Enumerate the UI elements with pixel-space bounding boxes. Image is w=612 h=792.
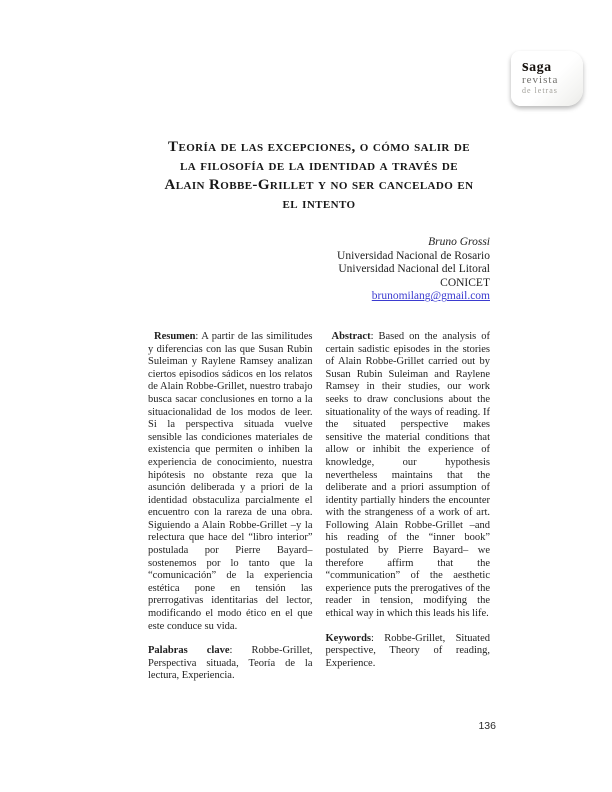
keywords-text: : Robbe-Grillet, Situated perspective, Theory of reading, Experience. [325, 632, 490, 669]
paper-title-line: Alain Robbe-Grillet y no ser cancelado en [164, 177, 474, 193]
journal-logo-subtitle: revista [522, 74, 559, 86]
content-area [148, 0, 490, 683]
author-affiliation-3: CONICET [440, 276, 490, 289]
paper-title-line: Teoría de las excepciones, o cómo salir de [168, 139, 470, 155]
journal-logo [511, 51, 583, 106]
abstract-text: : Based on the analysis of certain sadistic episodes in the stories of Alain Robbe-Grillet carried out by Susan Rubin Suleiman and Raylene Ramsey in their studies, our work seeks to draw conclusions about the situationality of the ways of reading. If the situated perspective makes sensitive the material conditions that allow or inhibit the experience of knowledge, our hypothesis nevertheless maintains that the deliberate and a priori assumption of identity partially hinders the encounter with the strangeness of a work of art. Following Alain Robbe-Grillet –and his reading of the “inner book” postulated by Pierre Bayard– we therefore affirm that the “communication” of the aesthetic experience puts the prerogatives of the reader in tension, modifying the ethical way in which this leads his life. [325, 330, 490, 620]
palabras-clave-paragraph [148, 645, 313, 683]
author-block [148, 236, 490, 304]
author-affiliation-1: Universidad Nacional de Rosario [337, 249, 490, 262]
author-email-link[interactable]: brunomilang@gmail.com [371, 290, 490, 303]
abstract-column [326, 331, 491, 683]
abstract-label: Abstract [331, 330, 371, 342]
resumen-text: : A partir de las similitudes y diferencias con las que Susan Rubin Suleiman y Raylene Ramsey analizan ciertos episodios sádicos en los relatos de Alain Robbe-Grillet, nuestro trabajo busca sacar conclusiones en torno a la situacionalidad de los modos de leer. Si la perspectiva situada vuelve sensible las condiciones materiales de existencia que permiten o inhiben la experiencia de conocimiento, nuestra hipótesis no obstante reza que la asunción deliberada y a priori de la identidad obstaculiza parcialmente el encuentro con la rareza de una obra. Siguiendo a Alain Robbe-Grillet –y la relectura que hace del “libro interior” postulada por Pierre Bayard– sostenemos por lo tanto que la “comunicación” de la experiencia estética pone en tensión las prerrogativas identitarias del lector, modificando el modo ético en el que este conduce su vida. [148, 330, 313, 632]
paper-title-line: el intento [282, 196, 356, 212]
author-affiliation-2: Universidad Nacional del Litoral [338, 263, 490, 276]
journal-logo-tagline: de letras [522, 86, 558, 95]
author-name: Bruno Grossi [428, 236, 490, 248]
paper-title [128, 138, 510, 214]
journal-logo-name: saga [522, 56, 552, 75]
resumen-label: Resumen [154, 330, 196, 342]
resumen-column [148, 331, 313, 683]
keywords-label: Keywords [325, 632, 371, 644]
keywords-paragraph [326, 633, 491, 671]
page-number: 136 [478, 720, 496, 732]
palabras-clave-label: Palabras clave [148, 645, 230, 657]
abstract-paragraph [326, 331, 491, 621]
paper-title-line: la filosofía de la identidad a través de [180, 158, 458, 174]
palabras-clave-text: : Robbe-Grillet, Perspectiva situada, Teoría de la lectura, Experiencia. [148, 645, 313, 682]
resumen-paragraph [148, 331, 313, 633]
abstract-columns [148, 331, 490, 683]
